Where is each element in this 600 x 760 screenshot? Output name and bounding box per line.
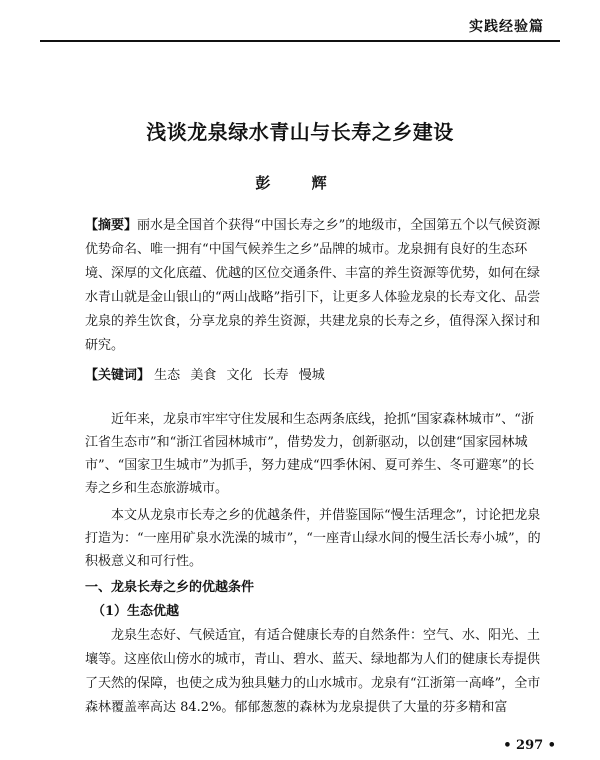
keyword-item: 文化 bbox=[226, 368, 253, 383]
subsection-heading: （1）生态优越 bbox=[92, 604, 180, 619]
article-title: 浅谈龙泉绿水青山与长寿之乡建设 bbox=[146, 120, 454, 144]
page-number: • 297 • bbox=[503, 738, 556, 753]
section-heading: 一、龙泉长寿之乡的优越条件 bbox=[85, 580, 255, 595]
keywords-label: 【关键词】 bbox=[85, 368, 151, 383]
abstract-text: 丽水是全国首个获得“中国长寿之乡”的地级市，全国第五个以气候资源优势命名、唯一拥有“中国气候养生之乡”品牌的城市。龙泉拥有良好的生态环境、深厚的文化底蕴、优越的区位交通条件、丰富的养生资源等优势，如何在绿水青山就是金山银山的“两山战略”指引下，让更多人体验龙泉的长寿文化、品尝龙泉的养生饮食，分享龙泉的养生资源，共建龙泉的长寿之乡，值得深入探讨和研究。 bbox=[85, 218, 541, 353]
section-tag: 实践经验篇 bbox=[469, 19, 544, 35]
abstract bbox=[85, 214, 545, 358]
keyword-item: 美食 bbox=[190, 368, 217, 383]
header-rule bbox=[40, 40, 560, 42]
body-paragraph: 本文从龙泉市长寿之乡的优越条件，并借鉴国际“慢生活理念”，讨论把龙泉打造为：“一座用矿泉水洗澡的城市”，“一座青山绿水间的慢生活长寿小城”，的积极意义和可行性。 bbox=[85, 508, 541, 569]
author-name: 彭 辉 bbox=[255, 174, 345, 192]
body-paragraph: 龙泉生态好、气候适宜，有适合健康长寿的自然条件：空气、水、阳光、土壤等。这座依山傍水的城市，青山、碧水、蓝天、绿地都为人们的健康长寿提供了天然的保障，也使之成为独具魅力的山水城市。龙泉有“江浙第一高峰”，全市森林覆盖率高达 84.2%。郁郁葱葱的森林为龙泉提供了大量的芬多精和富 bbox=[85, 628, 541, 715]
body-section-ecology bbox=[85, 624, 545, 720]
body-paragraph: 近年来，龙泉市牢牢守住发展和生态两条底线，抢抓“国家森林城市”、“浙江省生态市”和“浙江省园林城市”，借势发力，创新驱动，以创建“国家园林城市”、“国家卫生城市”为抓手，努力建成“四季休闲、夏可养生、冬可避寒”的长寿之乡和生态旅游城市。 bbox=[85, 412, 535, 496]
keyword-item: 生态 bbox=[154, 368, 181, 383]
keyword-item: 长寿 bbox=[262, 368, 289, 383]
body-section-intro bbox=[85, 408, 545, 573]
keyword-item: 慢城 bbox=[298, 368, 325, 383]
abstract-label: 【摘要】 bbox=[85, 218, 138, 233]
keywords bbox=[85, 366, 545, 386]
